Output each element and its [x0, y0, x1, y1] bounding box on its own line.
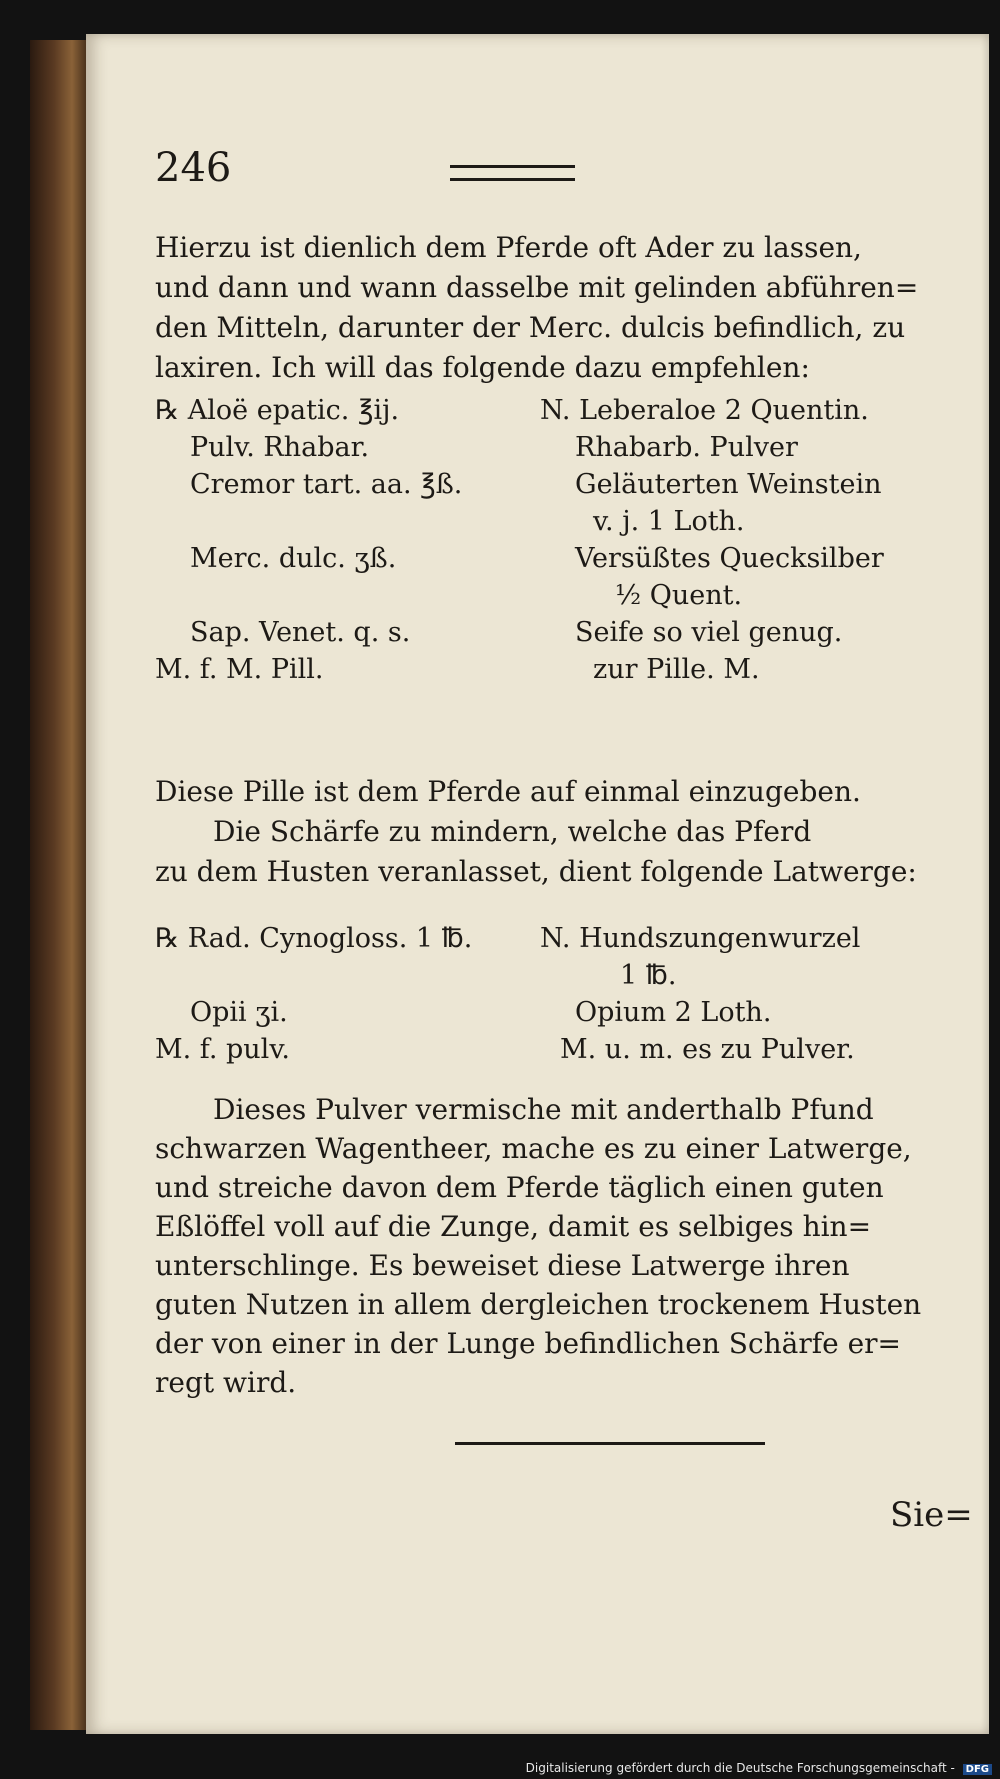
recipe2-german — [540, 920, 905, 1068]
page-number: 246 — [155, 145, 232, 191]
book-binding — [30, 40, 90, 1730]
header-rule — [450, 165, 575, 181]
recipe2-german-line: 1 ℔. — [620, 960, 677, 991]
recipe2-latin-line: ℞ Rad. Cynogloss. 1 ℔. — [155, 923, 473, 954]
closing-line: der von einer in der Lunge befindlichen Schärfe er= — [155, 1327, 902, 1360]
recipe1-latin-spacer — [155, 503, 495, 540]
middle-line: Die Schärfe zu mindern, welche das Pferd — [213, 815, 812, 848]
recipe2-german-line: Opium 2 Loth. — [575, 997, 772, 1028]
dfg-logo: DFG — [963, 1764, 992, 1775]
recipe2-latin-line: M. f. pulv. — [155, 1034, 290, 1065]
recipe1-german — [540, 392, 905, 688]
middle-paragraph — [155, 772, 917, 892]
recipe1-german-line: Seife so viel genug. — [575, 617, 843, 648]
recipe1-german-line: Rhabarb. Pulver — [575, 432, 798, 463]
closing-line: unterschlinge. Es beweiset diese Latwerge ihren — [155, 1249, 850, 1282]
recipe1-latin-line: Cremor tart. aa. ℥ß. — [190, 469, 463, 500]
recipe2-latin-spacer — [155, 957, 495, 994]
catchword: Sie= — [890, 1495, 973, 1535]
footer-text: Digitalisierung gefördert durch die Deutsche Forschungsgemeinschaft - — [525, 1761, 955, 1775]
recipe2-german-line: M. u. m. es zu Pulver. — [560, 1034, 855, 1065]
recipe1-latin-spacer — [155, 577, 495, 614]
digitization-footer — [526, 1761, 992, 1775]
recipe1-german-line: zur Pille. M. — [593, 654, 760, 685]
closing-line: regt wird. — [155, 1366, 297, 1399]
recipe2-latin-line: Opii ʒi. — [190, 997, 288, 1028]
recipe1-latin-line: ℞ Aloë epatic. ℥ij. — [155, 395, 400, 426]
intro-line: und dann und wann dasselbe mit gelinden abführen= — [155, 271, 919, 304]
recipe1-latin-line: Merc. dulc. ʒß. — [190, 543, 397, 574]
recipe1-latin-line: Pulv. Rhabar. — [190, 432, 370, 463]
recipe1-latin-line: M. f. M. Pill. — [155, 654, 324, 685]
intro-paragraph — [155, 228, 919, 388]
recipe1-german-line: N. Leberaloe 2 Quentin. — [540, 395, 869, 426]
closing-line: Dieses Pulver vermische mit anderthalb Pfund — [213, 1093, 874, 1126]
recipe1-german-line: ½ Quent. — [615, 580, 743, 611]
recipe1-german-line: v. j. 1 Loth. — [593, 506, 745, 537]
closing-line: Eßlöffel voll auf die Zunge, damit es selbiges hin= — [155, 1210, 872, 1243]
recipe1-latin-line: Sap. Venet. q. s. — [190, 617, 411, 648]
recipe2-german-line: N. Hundszungenwurzel — [540, 923, 861, 954]
closing-paragraph — [155, 1090, 922, 1402]
intro-line: laxiren. Ich will das folgende dazu empfehlen: — [155, 351, 810, 384]
recipe1-german-line: Versüßtes Quecksilber — [575, 543, 884, 574]
intro-line: den Mitteln, darunter der Merc. dulcis befindlich, zu — [155, 311, 906, 344]
closing-line: und streiche davon dem Pferde täglich einen guten — [155, 1171, 884, 1204]
intro-line: Hierzu ist dienlich dem Pferde oft Ader zu lassen, — [155, 231, 862, 264]
recipe2-latin — [155, 920, 495, 1068]
recipe1-latin — [155, 392, 495, 688]
recipe1-german-line: Geläuterten Weinstein — [575, 469, 882, 500]
section-end-rule — [455, 1442, 765, 1445]
middle-line: Diese Pille ist dem Pferde auf einmal einzugeben. — [155, 775, 861, 808]
middle-line: zu dem Husten veranlasset, dient folgende Latwerge: — [155, 855, 917, 888]
closing-line: schwarzen Wagentheer, mache es zu einer Latwerge, — [155, 1132, 912, 1165]
closing-line: guten Nutzen in allem dergleichen trockenem Husten — [155, 1288, 922, 1321]
